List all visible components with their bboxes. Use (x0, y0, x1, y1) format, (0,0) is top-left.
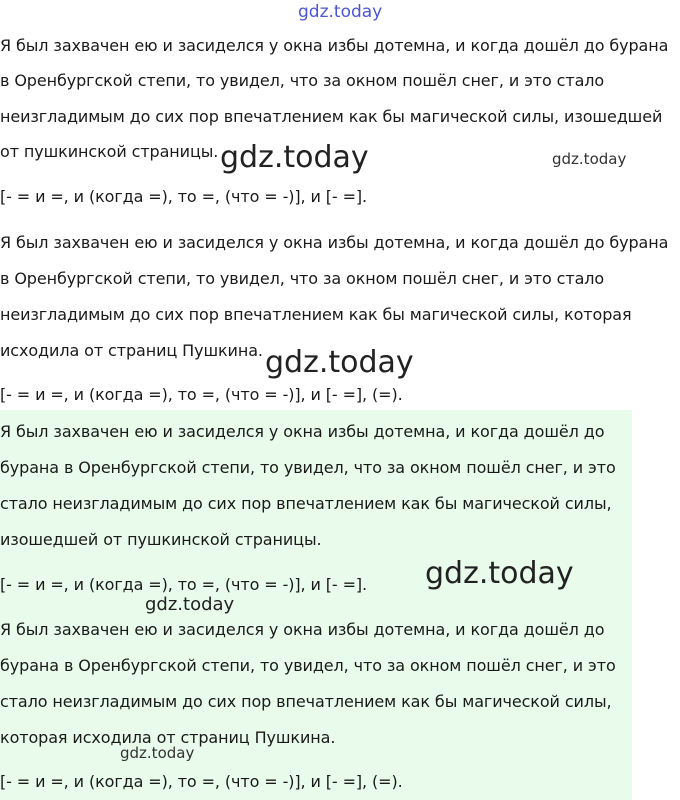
text-line: в Оренбургской степи, то увидел, что за окном пошёл снег, и это стало (0, 71, 605, 90)
text-line: стало неизгладимым до сих пор впечатлением как бы магической силы, (0, 692, 612, 711)
text-line: от пушкинской страницы. (0, 142, 219, 161)
text-line: исходила от страниц Пушкина. (0, 341, 263, 360)
text-line: неизгладимым до сих пор впечатлением как бы магической силы, изошедшей (0, 107, 663, 126)
watermark: gdz.today (220, 140, 369, 175)
text-line: стало неизгладимым до сих пор впечатлением как бы магической силы, (0, 494, 612, 513)
watermark: gdz.today (265, 345, 414, 380)
text-line: Я был захвачен ею и засиделся у окна избы дотемна, и когда дошёл до (0, 422, 605, 441)
watermark: gdz.today (425, 556, 574, 591)
sentence-scheme: [- = и =, и (когда =), то =, (что = -)], и [- =]. (0, 575, 368, 594)
watermark: gdz.today (120, 744, 195, 762)
text-line: неизгладимым до сих пор впечатлением как бы магической силы, которая (0, 305, 632, 324)
text-line: Я был захвачен ею и засиделся у окна избы дотемна, и когда дошёл до бурана (0, 36, 669, 55)
text-line: изошедшей от пушкинской страницы. (0, 530, 322, 549)
watermark: gdz.today (552, 150, 627, 168)
sentence-scheme: [- = и =, и (когда =), то =, (что = -)], и [- =], (=). (0, 772, 403, 791)
text-line: которая исходила от страниц Пушкина. (0, 728, 336, 747)
sentence-scheme: [- = и =, и (когда =), то =, (что = -)], и [- =], (=). (0, 385, 403, 404)
text-line: в Оренбургской степи, то увидел, что за окном пошёл снег, и это стало (0, 269, 605, 288)
text-line: бурана в Оренбургской степи, то увидел, что за окном пошёл снег, и это (0, 458, 616, 477)
watermark-top: gdz.today (298, 2, 383, 22)
sentence-scheme: [- = и =, и (когда =), то =, (что = -)], и [- =]. (0, 187, 368, 206)
text-line: бурана в Оренбургской степи, то увидел, что за окном пошёл снег, и это (0, 656, 616, 675)
watermark: gdz.today (145, 594, 235, 615)
text-line: Я был захвачен ею и засиделся у окна избы дотемна, и когда дошёл до (0, 620, 605, 639)
text-line: Я был захвачен ею и засиделся у окна избы дотемна, и когда дошёл до бурана (0, 233, 669, 252)
